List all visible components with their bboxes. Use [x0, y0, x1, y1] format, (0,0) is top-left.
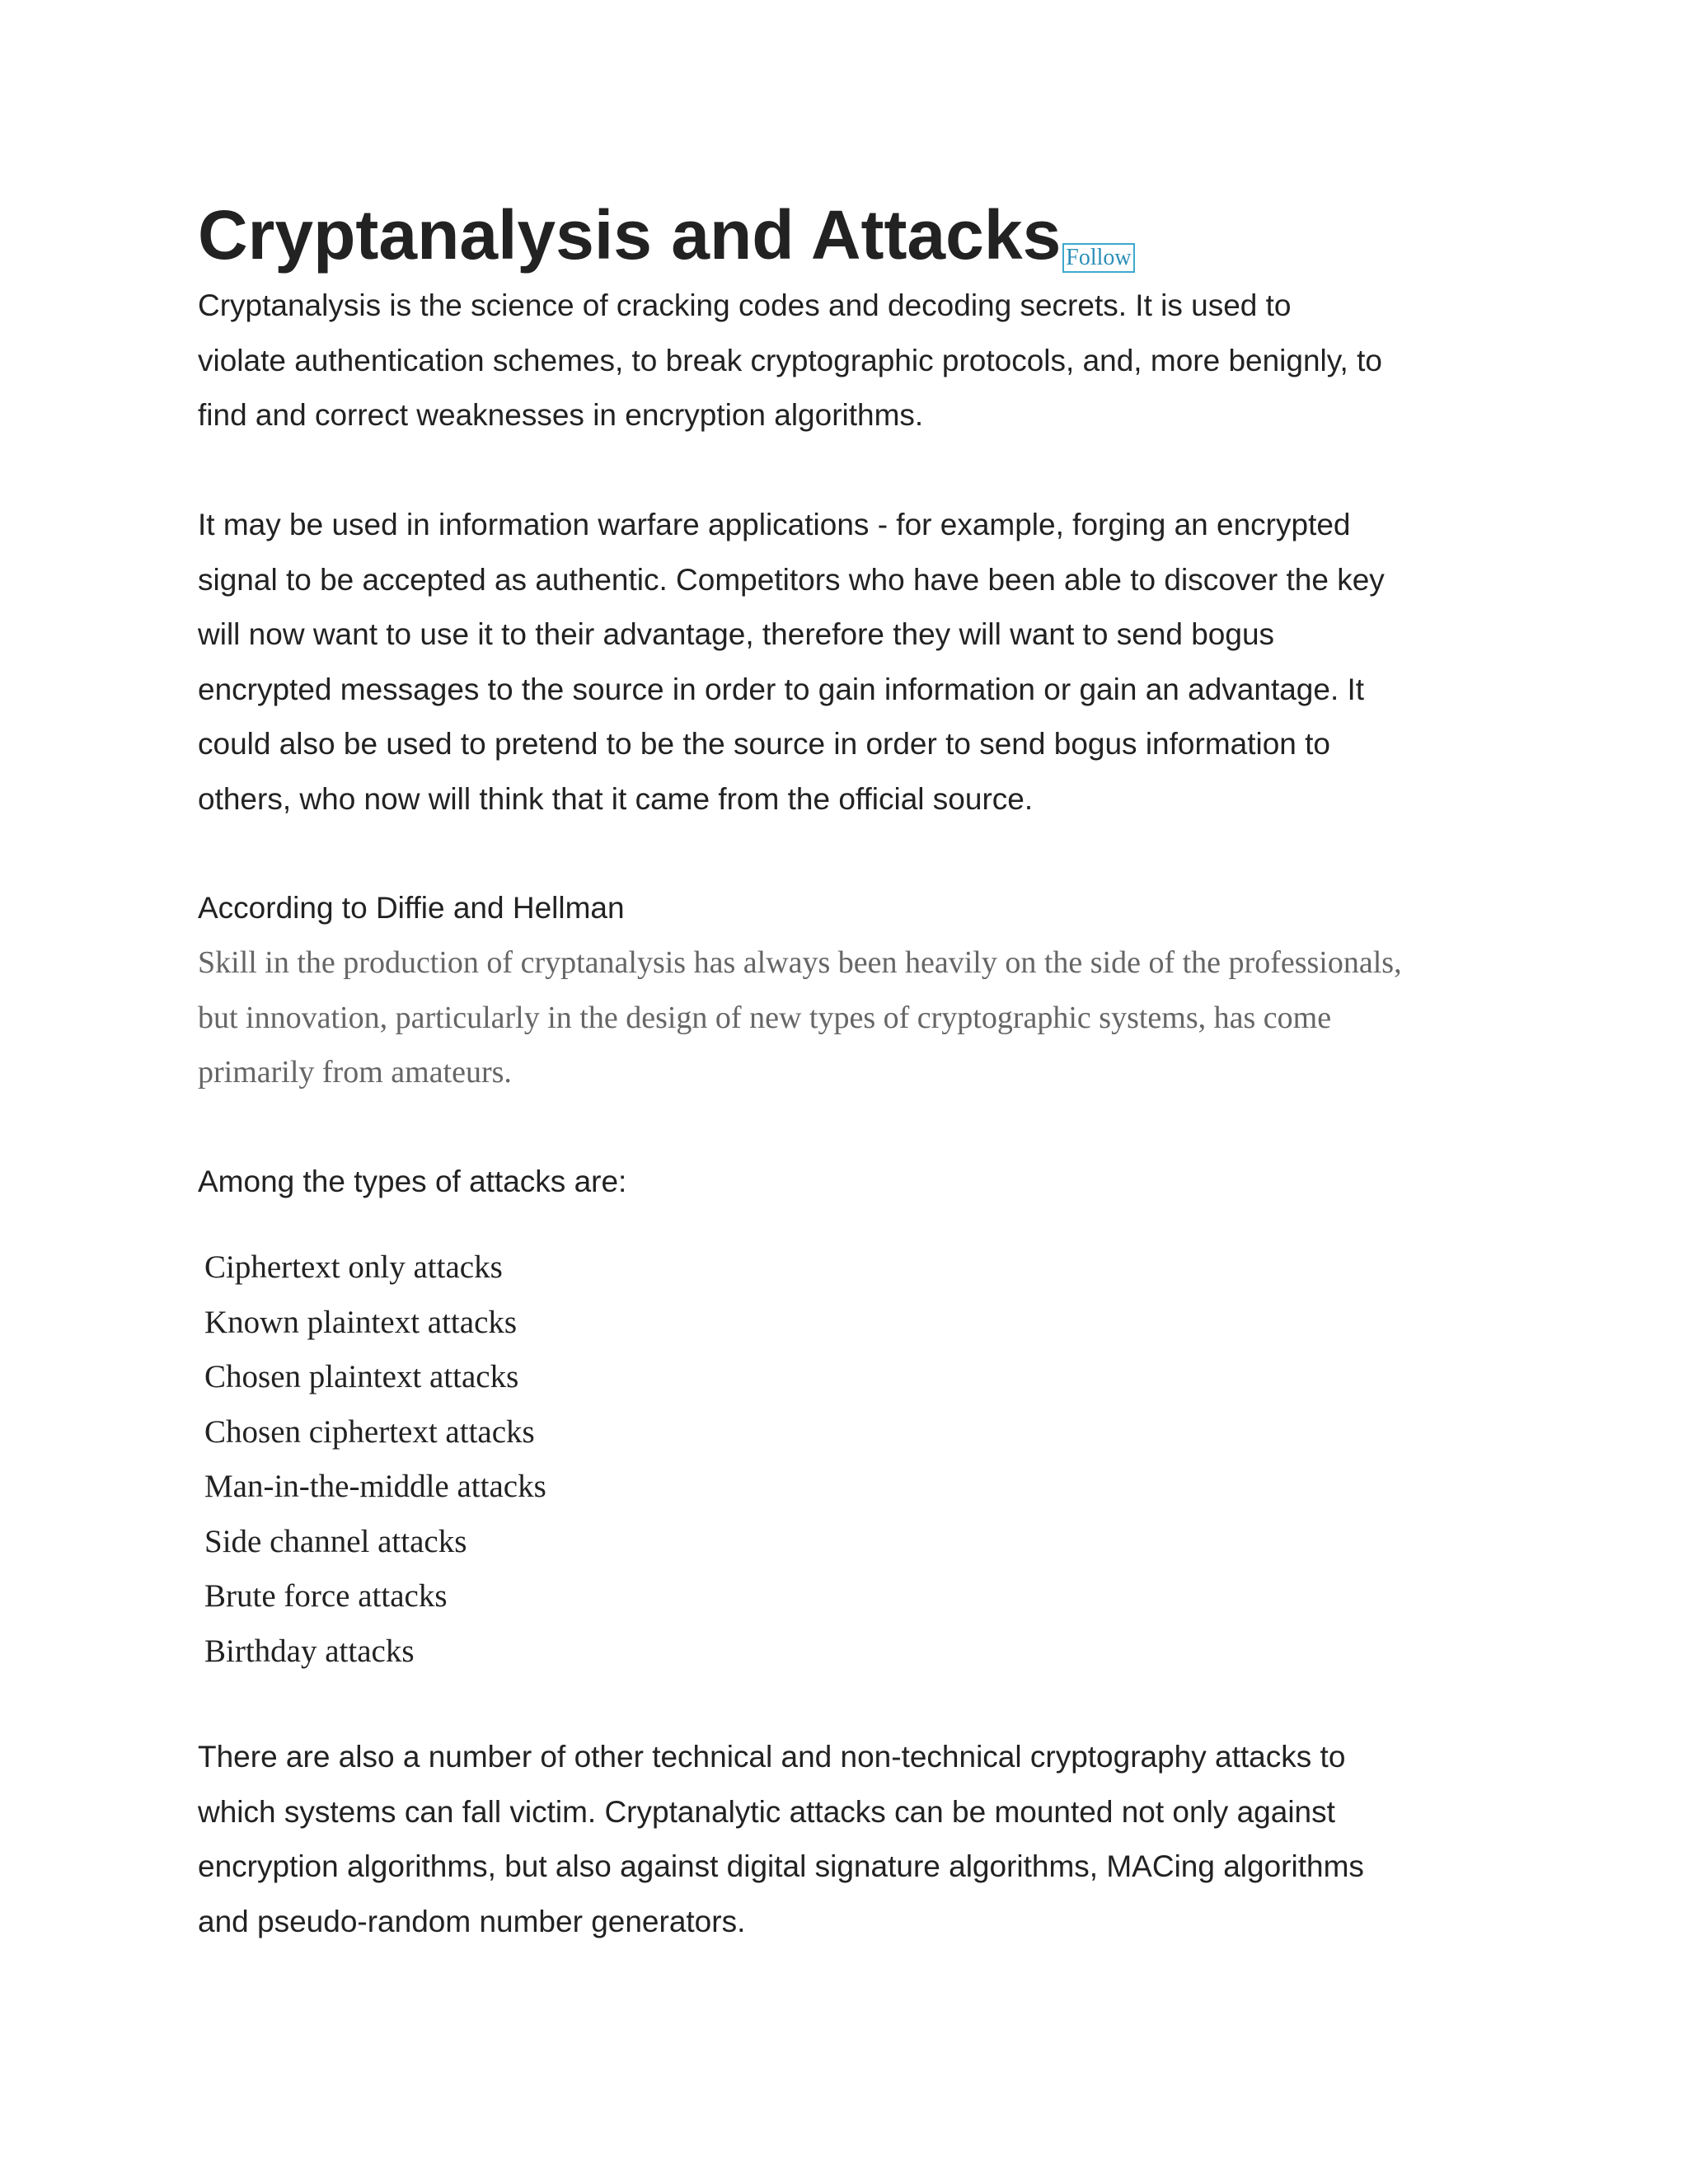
- page-title: Cryptanalysis and Attacks: [198, 196, 1062, 274]
- text-line: and pseudo-random number generators.: [198, 1904, 746, 1938]
- attack-types-list: [204, 1240, 546, 1679]
- quote-line: primarily from amateurs.: [198, 1055, 512, 1090]
- text-line: encrypted messages to the source in order to gain information or gain an advantage. It: [198, 672, 1365, 706]
- list-item: Side channel attacks: [204, 1523, 467, 1559]
- quote-line: Skill in the production of cryptanalysis has always been heavily on the side of the professionals,: [198, 945, 1402, 980]
- warfare-paragraph: [198, 498, 1500, 827]
- text-line: will now want to use it to their advantage, therefore they will want to send bogus: [198, 617, 1275, 651]
- text-line: find and correct weaknesses in encryption algorithms.: [198, 398, 924, 432]
- text-line: could also be used to pretend to be the source in order to send bogus information to: [198, 727, 1331, 761]
- list-item: Known plaintext attacks: [204, 1304, 518, 1340]
- text-line: others, who now will think that it came from the official source.: [198, 781, 1034, 816]
- attack-types-heading: Among the types of attacks are:: [198, 1165, 627, 1198]
- list-item: Chosen plaintext attacks: [204, 1359, 519, 1394]
- list-item: Man-in-the-middle attacks: [204, 1469, 546, 1504]
- quote-line: but innovation, particularly in the design of new types of cryptographic systems, has come: [198, 1000, 1332, 1035]
- text-line: violate authentication schemes, to break cryptographic protocols, and, more benignly, to: [198, 343, 1382, 377]
- list-item: Chosen ciphertext attacks: [204, 1413, 535, 1450]
- text-line: encryption algorithms, but also against digital signature algorithms, MACing algorithms: [198, 1849, 1364, 1883]
- article: [198, 194, 1500, 1938]
- closing-paragraph: [198, 1730, 1500, 1949]
- text-line: signal to be accepted as authentic. Competitors who have been able to discover the key: [198, 562, 1385, 597]
- text-line: It may be used in information warfare applications - for example, forging an encrypted: [198, 508, 1351, 541]
- follow-button[interactable]: Follow: [1062, 243, 1134, 273]
- quote-attribution: According to Diffie and Hellman: [198, 891, 625, 925]
- intro-paragraph: [198, 279, 1500, 443]
- list-item: Ciphertext only attacks: [204, 1249, 503, 1285]
- text-line: Cryptanalysis is the science of cracking codes and decoding secrets. It is used to: [198, 288, 1292, 322]
- diffie-hellman-quote: [198, 935, 1500, 1100]
- text-line: There are also a number of other technical and non-technical cryptography attacks to: [198, 1740, 1346, 1774]
- title-row: [198, 194, 1500, 276]
- list-item: Birthday attacks: [204, 1633, 415, 1669]
- text-line: which systems can fall victim. Cryptanalytic attacks can be mounted not only against: [198, 1794, 1335, 1829]
- list-item: Brute force attacks: [204, 1578, 448, 1614]
